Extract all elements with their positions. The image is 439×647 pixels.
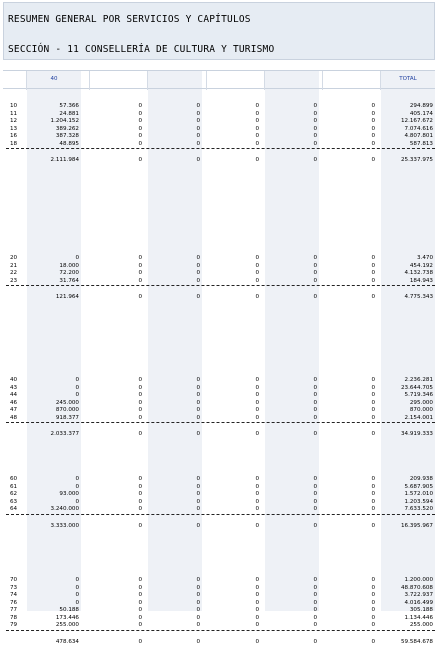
cell-value: 0 (75, 476, 79, 482)
cell-value: 0 (371, 133, 375, 139)
cell-value: 184.943 (409, 277, 433, 284)
cell-value: 4.807.801 (404, 133, 433, 139)
cell-value: 7.633.520 (404, 506, 433, 512)
cell-value: 0 (196, 498, 200, 505)
cell-value: 7.074.616 (404, 125, 433, 132)
subtotal-value: 0 (196, 157, 200, 163)
cell-value: 0 (138, 277, 142, 284)
summary-table (3, 70, 435, 645)
row-code: 62 (10, 491, 18, 497)
cell-value: 0 (255, 133, 259, 139)
cell-value: 0 (255, 614, 259, 621)
cell-value: 0 (255, 140, 259, 147)
cell-value: 0 (255, 277, 259, 284)
cell-value: 0 (196, 255, 200, 261)
cell-value: 50.188 (59, 607, 79, 613)
cell-value: 0 (371, 399, 375, 406)
cell-value: 0 (138, 599, 142, 606)
row-code: 11 (10, 110, 18, 117)
cell-value: 0 (255, 483, 259, 490)
cell-value: 0 (313, 577, 317, 583)
cell-value: 0 (371, 110, 375, 117)
cell-value: 0 (371, 483, 375, 490)
column-divider (380, 71, 381, 90)
row-code: 78 (10, 614, 18, 621)
cell-value: 587.813 (409, 140, 433, 147)
subtotal-value: 0 (138, 157, 142, 163)
cell-value: 1.572.010 (404, 491, 433, 497)
column-header (323, 71, 377, 88)
subtotal-value: 34.919.333 (400, 431, 433, 437)
cell-value: 1.203.594 (404, 498, 433, 505)
cell-value: 0 (138, 584, 142, 591)
cell-value: 0 (313, 255, 317, 261)
cell-value: 0 (196, 270, 200, 276)
cell-value: 0 (138, 103, 142, 109)
row-code: 73 (10, 584, 18, 591)
cell-value: 0 (371, 255, 375, 261)
column-divider (206, 71, 207, 90)
column-header (148, 71, 202, 88)
cell-value: 0 (255, 103, 259, 109)
cell-value: 0 (255, 498, 259, 505)
cell-value: 0 (313, 277, 317, 284)
cell-value: 0 (371, 414, 375, 421)
cell-value: 0 (138, 384, 142, 391)
cell-value: 24.881 (59, 110, 79, 117)
cell-value: 0 (255, 125, 259, 132)
cell-value: 0 (138, 262, 142, 269)
cell-value: 173.446 (55, 614, 79, 621)
cell-value: 0 (196, 133, 200, 139)
subtotal-value: 0 (371, 431, 375, 437)
cell-value: 0 (313, 125, 317, 132)
cell-value: 0 (371, 577, 375, 583)
subtotal-value: 0 (196, 522, 200, 529)
cell-value: 0 (371, 592, 375, 598)
cell-value: 0 (313, 614, 317, 621)
cell-value: 0 (371, 622, 375, 628)
cell-value: 0 (138, 377, 142, 383)
subtotal-value: 0 (138, 522, 142, 529)
cell-value: 0 (313, 384, 317, 391)
cell-value: 72.200 (59, 270, 79, 276)
cell-value: 0 (75, 255, 79, 261)
cell-value: 0 (196, 399, 200, 406)
cell-value: 0 (196, 407, 200, 413)
row-code: 46 (10, 399, 18, 406)
subtotal-value: 0 (196, 431, 200, 437)
cell-value: 0 (255, 255, 259, 261)
subtotal-value: 0 (371, 294, 375, 300)
row-code: 79 (10, 622, 18, 628)
row-code: 70 (10, 577, 18, 583)
cell-value: 0 (313, 483, 317, 490)
cell-value: 4.132.738 (404, 270, 433, 276)
cell-value: 0 (255, 577, 259, 583)
cell-value: 0 (371, 614, 375, 621)
cell-value: 0 (196, 506, 200, 512)
subtotal-row (3, 430, 435, 439)
cell-value: 0 (75, 483, 79, 490)
subtotal-value: 121.964 (55, 294, 79, 300)
cell-value: 2.154.001 (404, 414, 433, 421)
column-header (207, 71, 261, 88)
report-header (3, 2, 435, 60)
cell-value: 0 (313, 270, 317, 276)
subtotal-value: 478.634 (55, 638, 79, 645)
cell-value: 0 (255, 407, 259, 413)
cell-value: 0 (313, 392, 317, 398)
cell-value: 0 (196, 584, 200, 591)
cell-value: 0 (371, 599, 375, 606)
dashed-separator (6, 630, 435, 631)
cell-value: 0 (138, 118, 142, 124)
cell-value: 48.870.608 (400, 584, 433, 591)
row-code: 60 (10, 476, 18, 482)
cell-value: 0 (371, 270, 375, 276)
cell-value: 2.236.281 (404, 377, 433, 383)
subtotal-row (3, 522, 435, 531)
cell-value: 305.188 (409, 607, 433, 613)
cell-value: 209.938 (409, 476, 433, 482)
cell-value: 0 (138, 506, 142, 512)
cell-value: 0 (75, 577, 79, 583)
subtotal-value: 0 (371, 522, 375, 529)
subtotal-value: 0 (255, 431, 259, 437)
cell-value: 0 (75, 392, 79, 398)
column-divider (147, 71, 148, 90)
cell-value: 0 (138, 577, 142, 583)
cell-value: 0 (371, 607, 375, 613)
dashed-separator (6, 148, 435, 149)
subtotal-value: 0 (313, 431, 317, 437)
cell-value: 0 (371, 498, 375, 505)
subtotal-value: 0 (138, 638, 142, 645)
cell-value: 0 (371, 506, 375, 512)
cell-value: 0 (75, 599, 79, 606)
row-code: 48 (10, 414, 18, 421)
row-code: 20 (10, 255, 18, 261)
cell-value: 0 (138, 607, 142, 613)
cell-value: 0 (196, 599, 200, 606)
cell-value: 918.377 (55, 414, 79, 421)
subtotal-row (3, 156, 435, 165)
cell-value: 0 (138, 407, 142, 413)
row-code: 16 (10, 133, 18, 139)
row-code: 76 (10, 599, 18, 606)
cell-value: 0 (196, 483, 200, 490)
cell-value: 0 (313, 414, 317, 421)
cell-value: 0 (371, 377, 375, 383)
cell-value: 0 (138, 622, 142, 628)
cell-value: 0 (196, 277, 200, 284)
cell-value: 1.134.446 (404, 614, 433, 621)
row-code: 40 (10, 377, 18, 383)
cell-value: 0 (255, 607, 259, 613)
cell-value: 0 (313, 407, 317, 413)
row-code: 43 (10, 384, 18, 391)
cell-value: 3.470 (416, 255, 433, 261)
subtotal-value: 0 (196, 638, 200, 645)
cell-value: 0 (313, 140, 317, 147)
cell-value: 0 (255, 384, 259, 391)
subtotal-value: 0 (313, 522, 317, 529)
column-divider (264, 71, 265, 90)
cell-value: 0 (371, 384, 375, 391)
cell-value: 3.240.000 (50, 506, 79, 512)
cell-value: 0 (313, 592, 317, 598)
cell-value: 0 (196, 118, 200, 124)
cell-value: 454.192 (409, 262, 433, 269)
cell-value: 870.000 (55, 407, 79, 413)
subtotal-value: 4.775.343 (404, 294, 433, 300)
cell-value: 0 (196, 140, 200, 147)
cell-value: 0 (313, 118, 317, 124)
subtotal-value: 0 (196, 294, 200, 300)
cell-value: 0 (138, 133, 142, 139)
cell-value: 5.687.905 (404, 483, 433, 490)
column-divider (89, 71, 90, 90)
cell-value: 0 (138, 140, 142, 147)
table-header (3, 70, 435, 89)
cell-value: 0 (138, 491, 142, 497)
subtotal-value: 3.333.000 (50, 522, 79, 529)
subtotal-value: 0 (313, 294, 317, 300)
cell-value: 0 (75, 384, 79, 391)
cell-value: 3.722.937 (404, 592, 433, 598)
cell-value: 0 (196, 476, 200, 482)
cell-value: 0 (138, 270, 142, 276)
cell-value: 0 (255, 491, 259, 497)
cell-value: 0 (371, 407, 375, 413)
cell-value: 0 (313, 399, 317, 406)
report-title: RESUMEN GENERAL POR SERVICIOS Y CAPÍTULOS (8, 14, 251, 25)
cell-value: 387.328 (55, 133, 79, 139)
subtotal-value: 0 (138, 294, 142, 300)
subtotal-value: 25.337.975 (400, 157, 433, 163)
cell-value: 0 (313, 498, 317, 505)
subtotal-value: 0 (255, 522, 259, 529)
cell-value: 0 (138, 255, 142, 261)
cell-value: 0 (255, 262, 259, 269)
column-header: TOTAL (399, 76, 417, 82)
cell-value: 0 (313, 133, 317, 139)
cell-value: 0 (255, 392, 259, 398)
row-code: 12 (10, 118, 18, 124)
subtotal-value: 0 (371, 638, 375, 645)
column-header (265, 71, 319, 88)
cell-value: 0 (138, 125, 142, 132)
cell-value: 0 (255, 414, 259, 421)
cell-value: 0 (313, 262, 317, 269)
cell-value: 1.204.152 (50, 118, 79, 124)
cell-value: 0 (313, 476, 317, 482)
subtotal-value: 0 (313, 638, 317, 645)
cell-value: 255.000 (55, 622, 79, 628)
cell-value: 0 (371, 118, 375, 124)
cell-value: 48.895 (59, 140, 79, 147)
cell-value: 0 (255, 399, 259, 406)
cell-value: 294.899 (409, 103, 433, 109)
section-title: SECCIÓN - 11 CONSELLERÍA DE CULTURA Y TURISMO (8, 44, 275, 55)
cell-value: 0 (371, 491, 375, 497)
row-code: 77 (10, 607, 18, 613)
cell-value: 5.719.346 (404, 392, 433, 398)
cell-value: 1.200.000 (404, 577, 433, 583)
cell-value: 0 (371, 392, 375, 398)
cell-value: 0 (371, 140, 375, 147)
dashed-separator (6, 285, 435, 286)
row-code: 74 (10, 592, 18, 598)
cell-value: 0 (255, 599, 259, 606)
cell-value: 0 (196, 414, 200, 421)
cell-value: 0 (196, 103, 200, 109)
cell-value: 0 (196, 377, 200, 383)
cell-value: 0 (196, 384, 200, 391)
cell-value: 0 (255, 377, 259, 383)
row-code: 64 (10, 506, 18, 512)
cell-value: 0 (313, 506, 317, 512)
row-code: 47 (10, 407, 18, 413)
cell-value: 0 (196, 262, 200, 269)
cell-value: 0 (138, 399, 142, 406)
cell-value: 0 (255, 110, 259, 117)
cell-value: 0 (196, 607, 200, 613)
cell-value: 389.262 (55, 125, 79, 132)
row-code: 63 (10, 498, 18, 505)
dashed-separator (6, 514, 435, 515)
cell-value: 0 (313, 599, 317, 606)
cell-value: 0 (371, 584, 375, 591)
row-code: 22 (10, 270, 18, 276)
cell-value: 93.000 (59, 491, 79, 497)
cell-value: 23.644.705 (400, 384, 433, 391)
cell-value: 0 (313, 377, 317, 383)
cell-value: 0 (255, 506, 259, 512)
cell-value: 0 (196, 491, 200, 497)
column-header (90, 71, 144, 88)
cell-value: 255.000 (409, 622, 433, 628)
subtotal-row (3, 293, 435, 302)
subtotal-value: 0 (313, 157, 317, 163)
row-code: 10 (10, 103, 18, 109)
cell-value: 0 (138, 614, 142, 621)
subtotal-value: 16.395.967 (400, 522, 433, 529)
subtotal-value: 2.111.984 (50, 157, 79, 163)
cell-value: 0 (371, 476, 375, 482)
cell-value: 0 (371, 262, 375, 269)
cell-value: 0 (255, 270, 259, 276)
cell-value: 0 (255, 584, 259, 591)
subtotal-value: 2.033.377 (50, 431, 79, 437)
cell-value: 0 (313, 584, 317, 591)
row-code: 23 (10, 277, 18, 284)
cell-value: 0 (196, 392, 200, 398)
cell-value: 0 (138, 483, 142, 490)
cell-value: 0 (138, 498, 142, 505)
cell-value: 57.366 (59, 103, 79, 109)
cell-value: 18.000 (59, 262, 79, 269)
cell-value: 245.000 (55, 399, 79, 406)
cell-value: 31.764 (59, 277, 79, 284)
cell-value: 0 (196, 110, 200, 117)
subtotal-value: 0 (371, 157, 375, 163)
cell-value: 0 (75, 592, 79, 598)
cell-value: 0 (371, 277, 375, 284)
cell-value: 0 (371, 125, 375, 132)
cell-value: 0 (255, 476, 259, 482)
cell-value: 0 (313, 607, 317, 613)
cell-value: 0 (75, 584, 79, 591)
row-code: 44 (10, 392, 18, 398)
cell-value: 12.167.672 (400, 118, 433, 124)
cell-value: 0 (196, 592, 200, 598)
row-code: 13 (10, 125, 18, 132)
cell-value: 0 (138, 414, 142, 421)
subtotal-value: 0 (255, 157, 259, 163)
row-code: 18 (10, 140, 18, 147)
row-code: 21 (10, 262, 18, 269)
cell-value: 0 (138, 110, 142, 117)
cell-value: 0 (313, 491, 317, 497)
row-code: 61 (10, 483, 18, 490)
cell-value: 0 (196, 577, 200, 583)
subtotal-value: 0 (138, 431, 142, 437)
cell-value: 0 (196, 622, 200, 628)
subtotal-value: 0 (255, 638, 259, 645)
cell-value: 4.016.499 (404, 599, 433, 606)
cell-value: 0 (313, 103, 317, 109)
cell-value: 0 (255, 592, 259, 598)
cell-value: 0 (75, 498, 79, 505)
cell-value: 0 (138, 592, 142, 598)
cell-value: 0 (255, 118, 259, 124)
column-divider (26, 71, 27, 90)
cell-value: 405.174 (409, 110, 433, 117)
column-divider (322, 71, 323, 90)
column-header: 40 (50, 76, 58, 82)
subtotal-row (3, 638, 435, 647)
cell-value: 0 (196, 125, 200, 132)
cell-value: 295.000 (409, 399, 433, 406)
cell-value: 0 (138, 476, 142, 482)
dashed-separator (6, 422, 435, 423)
cell-value: 0 (138, 392, 142, 398)
cell-value: 0 (75, 377, 79, 383)
subtotal-value: 59.584.678 (400, 638, 433, 645)
cell-value: 0 (196, 614, 200, 621)
subtotal-value: 0 (255, 294, 259, 300)
cell-value: 0 (371, 103, 375, 109)
cell-value: 0 (313, 622, 317, 628)
cell-value: 870.000 (409, 407, 433, 413)
cell-value: 0 (255, 622, 259, 628)
cell-value: 0 (313, 110, 317, 117)
